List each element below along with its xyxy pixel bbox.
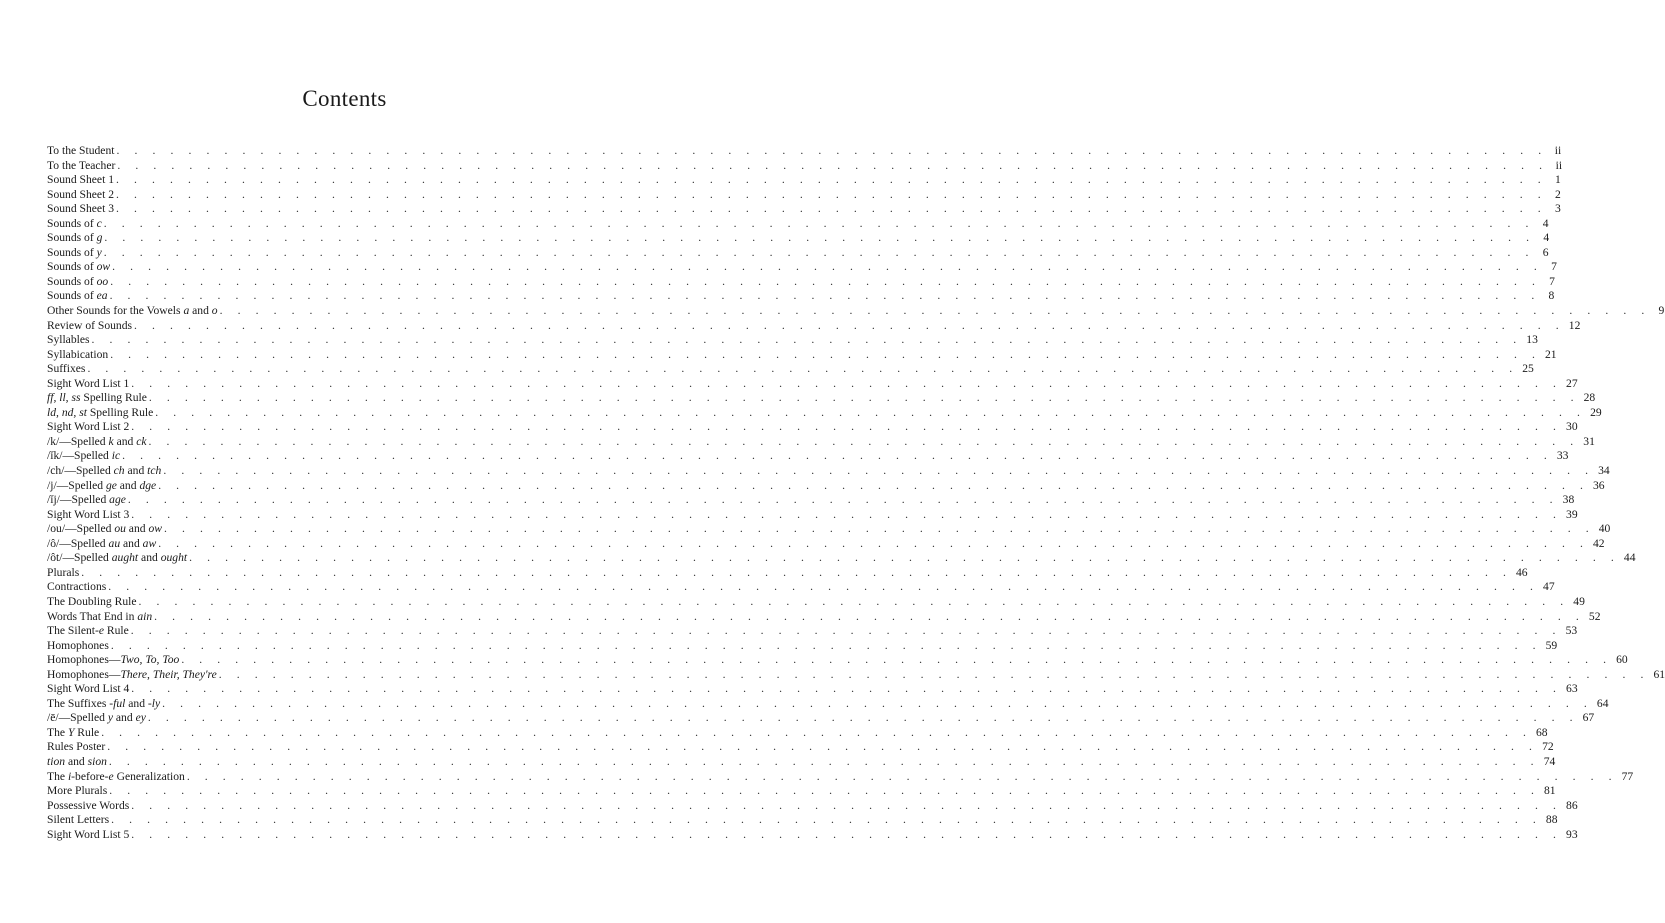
- dot-leader: . . . . . . . . . . . . . . . . . . . . . . . . . . . . . . . . . . . . . . . . . . . . . . . . . . . . . . . . . . . . . . . . . . . . . . . . . . . . . . . .: [148, 434, 1580, 448]
- toc-page-number: 59: [1545, 638, 1558, 652]
- dot-leader: . . . . . . . . . . . . . . . . . . . . . . . . . . . . . . . . . . . . . . . . . . . . . . . . . . . . . . . . . . . . . . . . . . . . . . . . . . . . . . . .: [148, 391, 1580, 405]
- toc-entry: [47, 405, 1602, 421]
- dot-leader: . . . . . . . . . . . . . . . . . . . . . . . . . . . . . . . . . . . . . . . . . . . . . . . . . . . . . . . . . . . . . . . . . . . . . . . . . . . . . . . .: [131, 507, 1563, 521]
- toc-page-number: 25: [1522, 362, 1534, 376]
- toc-entry-title: Review of Sounds: [47, 318, 133, 332]
- toc-entry: [47, 434, 1595, 450]
- toc-entry-title: Plurals: [47, 565, 80, 579]
- toc-page-number: 7: [1551, 260, 1557, 274]
- toc-entry: [47, 754, 1556, 770]
- dot-leader: . . . . . . . . . . . . . . . . . . . . . . . . . . . . . . . . . . . . . . . . . . . . . . . . . . . . . . . . . . . . . . . . . . . . . . . . . . . . . . . .: [163, 522, 1595, 536]
- toc-page-number: 47: [1543, 580, 1555, 594]
- toc-entry-title: Sounds of y: [47, 245, 102, 259]
- dot-leader: . . . . . . . . . . . . . . . . . . . . . . . . . . . . . . . . . . . . . . . . . . . . . . . . . . . . . . . . . . . . . . . . . . . . . . . . . . . . . . . .: [186, 769, 1618, 783]
- dot-leader: . . . . . . . . . . . . . . . . . . . . . . . . . . . . . . . . . . . . . . . . . . . . . . . . . . . . . . . . . . . . . . . . . . . . . . . . . . . . . . . .: [219, 304, 1651, 318]
- toc-page-number: 64: [1596, 696, 1609, 710]
- toc-page-number: 30: [1566, 420, 1578, 434]
- toc-entry-title: Sounds of g: [47, 231, 103, 245]
- toc-entry-title: Sounds of oo: [47, 274, 109, 288]
- toc-entry-title: To the Teacher: [47, 158, 116, 172]
- toc-entry-title: The i-before-e Generalization: [47, 769, 185, 783]
- toc-page-number: ii: [1555, 158, 1563, 172]
- toc-page-number: 8: [1548, 289, 1555, 303]
- toc-entry: [47, 594, 1585, 610]
- dot-leader: . . . . . . . . . . . . . . . . . . . . . . . . . . . . . . . . . . . . . . . . . . . . . . . . . . . . . . . . . . . . . . . . . . . . . . . . . . . . . . . .: [81, 565, 1512, 579]
- toc-entry-title: Syllables: [47, 333, 90, 347]
- toc-page-number: 74: [1543, 754, 1556, 768]
- toc-entry-title: Sounds of c: [47, 216, 102, 230]
- dot-leader: . . . . . . . . . . . . . . . . . . . . . . . . . . . . . . . . . . . . . . . . . . . . . . . . . . . . . . . . . . . . . . . . . . . . . . . . . . . . . . . .: [138, 594, 1570, 608]
- dot-leader: . . . . . . . . . . . . . . . . . . . . . . . . . . . . . . . . . . . . . . . . . . . . . . . . . . . . . . . . . . . . . . . . . . . . . . . . . . . . . . . .: [163, 464, 1595, 478]
- dot-leader: . . . . . . . . . . . . . . . . . . . . . . . . . . . . . . . . . . . . . . . . . . . . . . . . . . . . . . . . . . . . . . . . . . . . . . . . . . . . . . . .: [112, 260, 1543, 274]
- toc-entry: [47, 638, 1558, 654]
- toc-page-number: 39: [1566, 507, 1578, 521]
- dot-leader: . . . . . . . . . . . . . . . . . . . . . . . . . . . . . . . . . . . . . . . . . . . . . . . . . . . . . . . . . . . . . . . . . . . . . . . . . . . . . . . .: [127, 493, 1559, 507]
- toc-entry: [47, 565, 1528, 581]
- dot-leader: . . . . . . . . . . . . . . . . . . . . . . . . . . . . . . . . . . . . . . . . . . . . . . . . . . . . . . . . . . . . . . . . . . . . . . . . . . . . . . . .: [162, 696, 1593, 710]
- dot-leader: . . . . . . . . . . . . . . . . . . . . . . . . . . . . . . . . . . . . . . . . . . . . . . . . . . . . . . . . . . . . . . . . . . . . . . . . . . . . . . . .: [147, 711, 1579, 725]
- dot-leader: . . . . . . . . . . . . . . . . . . . . . . . . . . . . . . . . . . . . . . . . . . . . . . . . . . . . . . . . . . . . . . . . . . . . . . . . . . . . . . . .: [116, 202, 1547, 216]
- toc-entry-title: tion and sion: [47, 754, 107, 768]
- dot-leader: . . . . . . . . . . . . . . . . . . . . . . . . . . . . . . . . . . . . . . . . . . . . . . . . . . . . . . . . . . . . . . . . . . . . . . . . . . . . . . . .: [116, 173, 1547, 187]
- dot-leader: . . . . . . . . . . . . . . . . . . . . . . . . . . . . . . . . . . . . . . . . . . . . . . . . . . . . . . . . . . . . . . . . . . . . . . . . . . . . . . . .: [91, 333, 1523, 347]
- toc-entry-title: The Silent-e Rule: [47, 624, 129, 638]
- toc-entry-title: Words That End in ain: [47, 609, 153, 623]
- toc-entry-title: /ē/—Spelled y and ey: [47, 711, 146, 725]
- toc-entry: [47, 725, 1548, 741]
- dot-leader: . . . . . . . . . . . . . . . . . . . . . . . . . . . . . . . . . . . . . . . . . . . . . . . . . . . . . . . . . . . . . . . . . . . . . . . . . . . . . . . .: [158, 536, 1589, 550]
- toc-entry-title: Sight Word List 3: [47, 507, 130, 521]
- dot-leader: . . . . . . . . . . . . . . . . . . . . . . . . . . . . . . . . . . . . . . . . . . . . . . . . . . . . . . . . . . . . . . . . . . . . . . . . . . . . . . . .: [109, 289, 1541, 303]
- dot-leader: . . . . . . . . . . . . . . . . . . . . . . . . . . . . . . . . . . . . . . . . . . . . . . . . . . . . . . . . . . . . . . . . . . . . . . . . . . . . . . . .: [131, 827, 1563, 841]
- toc-entry-title: /ĭj/—Spelled age: [47, 493, 126, 507]
- toc-entry-title: Contractions: [47, 580, 107, 594]
- toc-page-number: 1: [1554, 173, 1561, 187]
- toc-entry: [47, 289, 1555, 304]
- toc-page-number: 38: [1562, 493, 1575, 507]
- toc-entry-title: /ch/—Spelled ch and tch: [47, 464, 162, 478]
- toc-entry-title: Homophones—Two, To, Too: [47, 653, 180, 667]
- toc-entry: [47, 231, 1550, 246]
- toc-entry: [47, 682, 1578, 697]
- toc-entry: [47, 784, 1556, 799]
- toc-page-number: 44: [1623, 551, 1636, 565]
- toc-entry-title: Suffixes: [47, 362, 86, 376]
- toc-entry-title: Syllabication: [47, 347, 109, 361]
- toc-entry: [47, 653, 1628, 668]
- toc-entry: [47, 420, 1578, 435]
- toc-entry: [47, 667, 1665, 683]
- toc-entry: [47, 333, 1538, 348]
- toc-page-number: ii: [1554, 144, 1562, 157]
- toc-page-number: 42: [1592, 536, 1605, 550]
- dot-leader: . . . . . . . . . . . . . . . . . . . . . . . . . . . . . . . . . . . . . . . . . . . . . . . . . . . . . . . . . . . . . . . . . . . . . . . . . . . . . . . .: [104, 231, 1536, 245]
- toc-page-number: 86: [1566, 798, 1578, 812]
- toc-entry: [47, 318, 1581, 334]
- toc-entry: [47, 624, 1578, 639]
- toc-entry-title: Homophones: [47, 638, 109, 652]
- toc-entry-title: The Suffixes -ful and -ly: [47, 696, 161, 710]
- toc-page-number: 52: [1588, 609, 1601, 623]
- toc-entry-title: /j/—Spelled ge and dge: [47, 478, 157, 492]
- toc-page-number: 46: [1515, 565, 1528, 579]
- toc-entry: [47, 522, 1611, 537]
- toc-page-number: 21: [1544, 347, 1557, 361]
- toc-page-number: 72: [1542, 740, 1554, 754]
- toc-entry: [47, 740, 1554, 755]
- toc-entry-title: /ou/—Spelled ou and ow: [47, 522, 162, 536]
- toc-entry: [47, 827, 1578, 843]
- dot-leader: . . . . . . . . . . . . . . . . . . . . . . . . . . . . . . . . . . . . . . . . . . . . . . . . . . . . . . . . . . . . . . . . . . . . . . . . . . . . . . . .: [117, 158, 1549, 172]
- dot-leader: . . . . . . . . . . . . . . . . . . . . . . . . . . . . . . . . . . . . . . . . . . . . . . . . . . . . . . . . . . . . . . . . . . . . . . . . . . . . . . . .: [130, 624, 1562, 638]
- toc-page-number: 13: [1526, 333, 1538, 347]
- toc-page-number: 61: [1653, 667, 1665, 681]
- toc-entry-title: Silent Letters: [47, 813, 110, 827]
- dot-leader: . . . . . . . . . . . . . . . . . . . . . . . . . . . . . . . . . . . . . . . . . . . . . . . . . . . . . . . . . . . . . . . . . . . . . . . . . . . . . . . .: [181, 653, 1613, 667]
- toc-entry-title: /ôt/—Spelled aught and ought: [47, 551, 188, 565]
- dot-leader: . . . . . . . . . . . . . . . . . . . . . . . . . . . . . . . . . . . . . . . . . . . . . . . . . . . . . . . . . . . . . . . . . . . . . . . . . . . . . . . .: [155, 405, 1587, 419]
- toc-page-number: 33: [1556, 449, 1569, 463]
- toc-page-number: 60: [1616, 653, 1628, 667]
- dot-leader: . . . . . . . . . . . . . . . . . . . . . . . . . . . . . . . . . . . . . . . . . . . . . . . . . . . . . . . . . . . . . . . . . . . . . . . . . . . . . . . .: [116, 144, 1548, 157]
- toc-page-number: 67: [1582, 711, 1595, 725]
- toc-entry: [47, 449, 1569, 464]
- toc-entry-title: The Y Rule: [47, 725, 100, 739]
- toc-page-number: 4: [1543, 231, 1550, 245]
- dot-leader: . . . . . . . . . . . . . . . . . . . . . . . . . . . . . . . . . . . . . . . . . . . . . . . . . . . . . . . . . . . . . . . . . . . . . . . . . . . . . . . .: [107, 740, 1539, 754]
- dot-leader: . . . . . . . . . . . . . . . . . . . . . . . . . . . . . . . . . . . . . . . . . . . . . . . . . . . . . . . . . . . . . . . . . . . . . . . . . . . . . . . .: [110, 347, 1541, 361]
- toc-entry: [47, 711, 1595, 726]
- toc-entry-title: Sound Sheet 2: [47, 187, 114, 201]
- toc-entry: [47, 769, 1634, 785]
- dot-leader: . . . . . . . . . . . . . . . . . . . . . . . . . . . . . . . . . . . . . . . . . . . . . . . . . . . . . . . . . . . . . . . . . . . . . . . . . . . . . . . .: [101, 725, 1532, 739]
- toc-page-number: 28: [1583, 391, 1596, 405]
- dot-leader: . . . . . . . . . . . . . . . . . . . . . . . . . . . . . . . . . . . . . . . . . . . . . . . . . . . . . . . . . . . . . . . . . . . . . . . . . . . . . . . .: [131, 682, 1563, 696]
- toc-entry-title: Possessive Words: [47, 798, 130, 812]
- toc-entry: [47, 696, 1609, 712]
- dot-leader: . . . . . . . . . . . . . . . . . . . . . . . . . . . . . . . . . . . . . . . . . . . . . . . . . . . . . . . . . . . . . . . . . . . . . . . . . . . . . . . .: [110, 274, 1541, 288]
- toc-entry: [47, 187, 1561, 203]
- toc-page-number: 7: [1549, 274, 1555, 288]
- toc-entry-title: Sounds of ea: [47, 289, 108, 303]
- dot-leader: . . . . . . . . . . . . . . . . . . . . . . . . . . . . . . . . . . . . . . . . . . . . . . . . . . . . . . . . . . . . . . . . . . . . . . . . . . . . . . . .: [131, 420, 1563, 434]
- toc-entry-title: Sound Sheet 3: [47, 202, 114, 216]
- toc-entry: [47, 245, 1549, 261]
- toc-entry-title: Sight Word List 5: [47, 827, 130, 841]
- toc-entry: [47, 173, 1561, 188]
- toc-entry: [47, 362, 1534, 377]
- toc-entry: [47, 609, 1601, 625]
- toc-page-number: 27: [1566, 376, 1578, 390]
- toc-page-number: 68: [1535, 725, 1548, 739]
- toc-entry: [47, 798, 1578, 814]
- toc-entry-title: /ĭk/—Spelled ic: [47, 449, 121, 463]
- dot-leader: . . . . . . . . . . . . . . . . . . . . . . . . . . . . . . . . . . . . . . . . . . . . . . . . . . . . . . . . . . . . . . . . . . . . . . . . . . . . . . . .: [131, 798, 1563, 812]
- toc-page-number: 36: [1592, 478, 1605, 492]
- toc-page-number: 31: [1583, 434, 1595, 448]
- toc-entry: [47, 536, 1605, 552]
- toc-entry: [47, 376, 1578, 392]
- toc-entry: [47, 216, 1549, 232]
- table-of-contents: [47, 144, 1665, 842]
- toc-entry-title: Homophones—There, Their, They're: [47, 667, 217, 681]
- toc-page-number: 49: [1573, 594, 1585, 608]
- toc-entry-title: The Doubling Rule: [47, 594, 137, 608]
- toc-entry: [47, 391, 1596, 406]
- toc-entry: [47, 813, 1558, 828]
- toc-entry-title: More Plurals: [47, 784, 108, 798]
- toc-page-number: 29: [1590, 405, 1602, 419]
- dot-leader: . . . . . . . . . . . . . . . . . . . . . . . . . . . . . . . . . . . . . . . . . . . . . . . . . . . . . . . . . . . . . . . . . . . . . . . . . . . . . . . .: [111, 813, 1542, 827]
- dot-leader: . . . . . . . . . . . . . . . . . . . . . . . . . . . . . . . . . . . . . . . . . . . . . . . . . . . . . . . . . . . . . . . . . . . . . . . . . . . . . . . .: [134, 318, 1565, 332]
- toc-entry-title: ff, ll, ss Spelling Rule: [47, 391, 147, 405]
- toc-page-number: 77: [1621, 769, 1634, 783]
- toc-entry: [47, 478, 1605, 494]
- toc-entry: [47, 507, 1578, 523]
- toc-page-number: 6: [1542, 245, 1549, 259]
- toc-entry: [47, 304, 1665, 319]
- dot-leader: . . . . . . . . . . . . . . . . . . . . . . . . . . . . . . . . . . . . . . . . . . . . . . . . . . . . . . . . . . . . . . . . . . . . . . . . . . . . . . . .: [87, 362, 1519, 376]
- dot-leader: . . . . . . . . . . . . . . . . . . . . . . . . . . . . . . . . . . . . . . . . . . . . . . . . . . . . . . . . . . . . . . . . . . . . . . . . . . . . . . . .: [131, 376, 1563, 390]
- page-title: Contents: [302, 86, 387, 111]
- toc-page-number: 88: [1545, 813, 1558, 827]
- dot-leader: . . . . . . . . . . . . . . . . . . . . . . . . . . . . . . . . . . . . . . . . . . . . . . . . . . . . . . . . . . . . . . . . . . . . . . . . . . . . . . . .: [109, 784, 1540, 798]
- dot-leader: . . . . . . . . . . . . . . . . . . . . . . . . . . . . . . . . . . . . . . . . . . . . . . . . . . . . . . . . . . . . . . . . . . . . . . . . . . . . . . . .: [154, 609, 1585, 623]
- dot-leader: . . . . . . . . . . . . . . . . . . . . . . . . . . . . . . . . . . . . . . . . . . . . . . . . . . . . . . . . . . . . . . . . . . . . . . . . . . . . . . . .: [103, 216, 1535, 230]
- toc-entry: [47, 202, 1561, 217]
- toc-entry: [47, 347, 1557, 363]
- toc-page-number: 4: [1542, 216, 1549, 230]
- dot-leader: . . . . . . . . . . . . . . . . . . . . . . . . . . . . . . . . . . . . . . . . . . . . . . . . . . . . . . . . . . . . . . . . . . . . . . . . . . . . . . . .: [116, 187, 1547, 201]
- toc-entry: [47, 260, 1557, 275]
- toc-page-number: 63: [1566, 682, 1578, 696]
- dot-leader: . . . . . . . . . . . . . . . . . . . . . . . . . . . . . . . . . . . . . . . . . . . . . . . . . . . . . . . . . . . . . . . . . . . . . . . . . . . . . . . .: [122, 449, 1553, 463]
- toc-page-number: 34: [1598, 464, 1610, 478]
- dot-leader: . . . . . . . . . . . . . . . . . . . . . . . . . . . . . . . . . . . . . . . . . . . . . . . . . . . . . . . . . . . . . . . . . . . . . . . . . . . . . . . .: [103, 245, 1535, 259]
- dot-leader: . . . . . . . . . . . . . . . . . . . . . . . . . . . . . . . . . . . . . . . . . . . . . . . . . . . . . . . . . . . . . . . . . . . . . . . . . . . . . . . .: [110, 638, 1542, 652]
- toc-page-number: 53: [1565, 624, 1578, 638]
- toc-entry: [47, 274, 1555, 290]
- dot-leader: . . . . . . . . . . . . . . . . . . . . . . . . . . . . . . . . . . . . . . . . . . . . . . . . . . . . . . . . . . . . . . . . . . . . . . . . . . . . . . . .: [108, 580, 1540, 594]
- toc-entry-title: Other Sounds for the Vowels a and o: [47, 304, 218, 318]
- toc-entry-title: /k/—Spelled k and ck: [47, 434, 147, 448]
- toc-entry: [47, 144, 1562, 159]
- toc-page-number: 81: [1543, 784, 1556, 798]
- dot-leader: . . . . . . . . . . . . . . . . . . . . . . . . . . . . . . . . . . . . . . . . . . . . . . . . . . . . . . . . . . . . . . . . . . . . . . . . . . . . . . . .: [218, 667, 1650, 681]
- toc-entry-title: To the Student: [47, 144, 115, 157]
- toc-entry-title: Sight Word List 4: [47, 682, 130, 696]
- dot-leader: . . . . . . . . . . . . . . . . . . . . . . . . . . . . . . . . . . . . . . . . . . . . . . . . . . . . . . . . . . . . . . . . . . . . . . . . . . . . . . . .: [158, 478, 1589, 492]
- toc-entry: [47, 464, 1610, 479]
- toc-entry: [47, 158, 1563, 174]
- toc-entry-title: /ô/—Spelled au and aw: [47, 536, 157, 550]
- toc-page-number: 93: [1566, 827, 1578, 841]
- toc-entry-title: Sight Word List 2: [47, 420, 130, 434]
- dot-leader: . . . . . . . . . . . . . . . . . . . . . . . . . . . . . . . . . . . . . . . . . . . . . . . . . . . . . . . . . . . . . . . . . . . . . . . . . . . . . . . .: [189, 551, 1620, 565]
- toc-entry: [47, 493, 1575, 508]
- toc-entry: [47, 580, 1555, 595]
- toc-page-number: 2: [1554, 187, 1561, 201]
- dot-leader: . . . . . . . . . . . . . . . . . . . . . . . . . . . . . . . . . . . . . . . . . . . . . . . . . . . . . . . . . . . . . . . . . . . . . . . . . . . . . . . .: [108, 754, 1540, 768]
- toc-entry-title: Sounds of ow: [47, 260, 111, 274]
- toc-entry-title: Sound Sheet 1: [47, 173, 114, 187]
- toc-entry: [47, 551, 1636, 566]
- toc-entry-title: Sight Word List 1: [47, 376, 130, 390]
- toc-page-number: 12: [1568, 318, 1581, 332]
- toc-entry-title: ld, nd, st Spelling Rule: [47, 405, 154, 419]
- toc-page-number: 40: [1598, 522, 1611, 536]
- toc-entry-title: Rules Poster: [47, 740, 106, 754]
- toc-page-number: 9: [1658, 304, 1665, 318]
- toc-page-number: 3: [1554, 202, 1561, 216]
